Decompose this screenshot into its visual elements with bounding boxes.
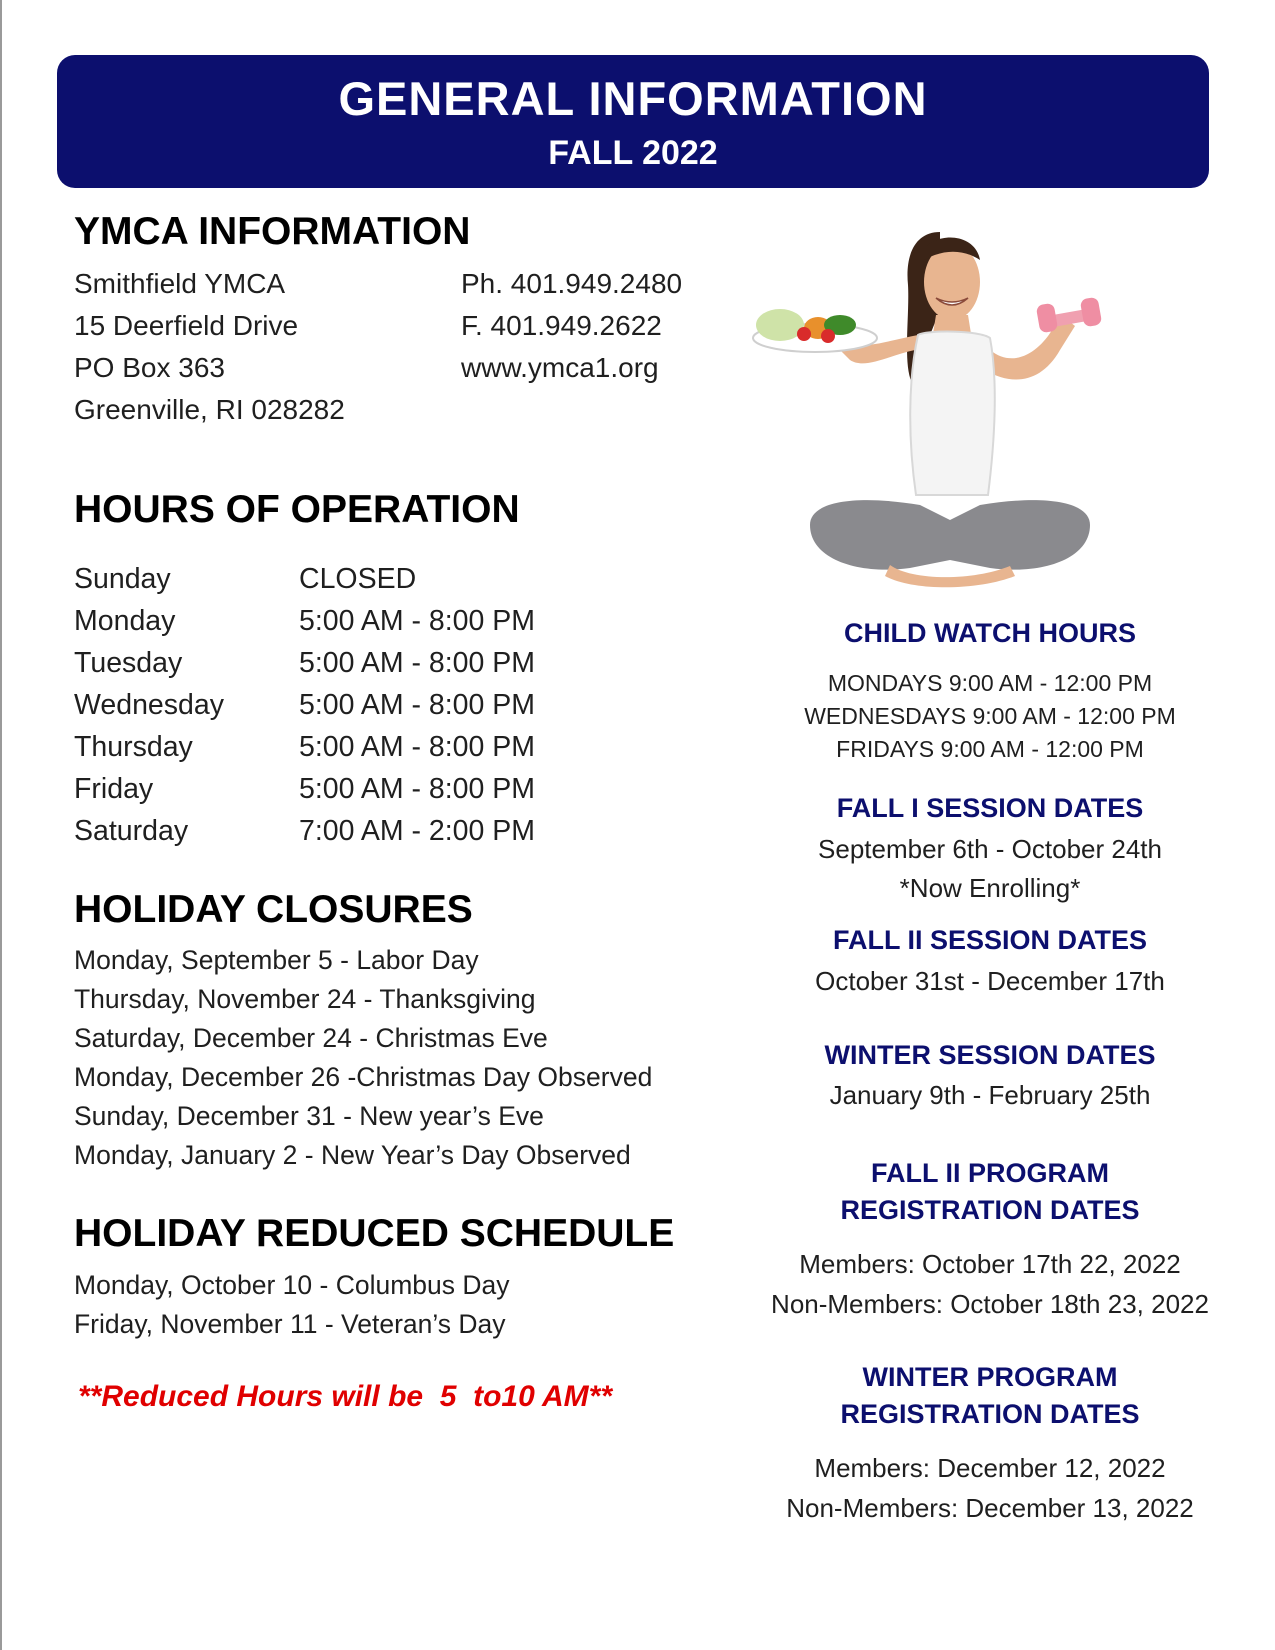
dumbbell-weight: [1036, 303, 1059, 334]
cabbage: [756, 309, 804, 341]
hours-time: 5:00 AM - 8:00 PM: [299, 731, 536, 763]
hours-day: Sunday: [74, 563, 171, 595]
address-line: Greenville, RI 028282: [74, 394, 345, 425]
reduced-item: Monday, October 10 - Columbus Day: [74, 1270, 510, 1300]
fall1-heading: FALL I SESSION DATES: [836, 793, 1144, 823]
child-watch-heading: CHILD WATCH HOURS: [844, 618, 1136, 648]
closure-item: Monday, December 26 -Christmas Day Observed: [74, 1062, 653, 1092]
leggings: [810, 500, 1090, 570]
closure-item: Monday, September 5 - Labor Day: [74, 945, 479, 975]
header-banner: [57, 55, 1209, 188]
child-watch-item: MONDAYS 9:00 AM - 12:00 PM: [827, 670, 1153, 696]
right-arm: [985, 318, 1075, 380]
winter-dates: January 9th - February 25th: [829, 1080, 1151, 1110]
hours-day: Friday: [74, 773, 154, 805]
closure-item: Thursday, November 24 - Thanksgiving: [74, 984, 536, 1014]
fall2-registration-heading: FALL II PROGRAM: [870, 1158, 1109, 1188]
fall2-dates: October 31st - December 17th: [815, 966, 1165, 996]
address-line: Smithfield YMCA: [74, 268, 286, 299]
hours-day: Tuesday: [74, 647, 183, 679]
hours-day: Monday: [74, 605, 176, 637]
fall1-enrolling-note: *Now Enrolling*: [899, 873, 1081, 903]
dumbbell-weight: [1080, 297, 1103, 328]
fax-number: F. 401.949.2622: [461, 310, 662, 341]
address-line: 15 Deerfield Drive: [74, 310, 299, 341]
address-line: PO Box 363: [74, 352, 225, 383]
child-watch-item: FRIDAYS 9:00 AM - 12:00 PM: [836, 736, 1144, 762]
hours-time: CLOSED: [299, 563, 417, 595]
fall2-members-date: Members: October 17th 22, 2022: [799, 1249, 1181, 1279]
hours-time: 7:00 AM - 2:00 PM: [299, 815, 536, 847]
fall2-heading: FALL II SESSION DATES: [832, 925, 1148, 955]
winter-members-date: Members: December 12, 2022: [814, 1453, 1166, 1483]
tank-top: [910, 332, 995, 495]
hours-day: Wednesday: [74, 689, 224, 721]
closure-item: Sunday, December 31 - New year’s Eve: [74, 1101, 544, 1131]
tomato: [821, 329, 835, 343]
tomato: [797, 327, 811, 341]
hours-day: Saturday: [74, 815, 189, 847]
page-title: GENERAL INFORMATION: [338, 72, 928, 125]
holiday-closures-heading: HOLIDAY CLOSURES: [74, 888, 473, 931]
hours-time: 5:00 AM - 8:00 PM: [299, 689, 536, 721]
page-subtitle: FALL 2022: [548, 134, 718, 172]
reduced-schedule-heading: HOLIDAY REDUCED SCHEDULE: [74, 1212, 675, 1255]
phone-number: Ph. 401.949.2480: [461, 268, 683, 299]
hours-day: Thursday: [74, 731, 193, 763]
hours-time: 5:00 AM - 8:00 PM: [299, 605, 536, 637]
reduced-hours-note: **Reduced Hours will be 5 to10 AM**: [78, 1380, 613, 1413]
fitness-woman-illustration: [740, 220, 1160, 630]
closure-item: Saturday, December 24 - Christmas Eve: [74, 1023, 548, 1053]
hours-time: 5:00 AM - 8:00 PM: [299, 647, 536, 679]
child-watch-section: [740, 618, 1240, 649]
fall2-registration-subheading: REGISTRATION DATES: [840, 1195, 1140, 1225]
winter-registration-heading: WINTER PROGRAM: [862, 1362, 1118, 1392]
winter-heading: WINTER SESSION DATES: [824, 1040, 1156, 1070]
winter-registration-subheading: REGISTRATION DATES: [840, 1399, 1140, 1429]
page-border: [0, 0, 2, 1650]
ymca-info-heading: YMCA INFORMATION: [74, 210, 471, 253]
hours-time: 5:00 AM - 8:00 PM: [299, 773, 536, 805]
child-watch-item: WEDNESDAYS 9:00 AM - 12:00 PM: [804, 703, 1176, 729]
fall1-dates: September 6th - October 24th: [818, 834, 1162, 864]
hours-heading: HOURS OF OPERATION: [74, 488, 520, 531]
fall2-non-members-date: Non-Members: October 18th 23, 2022: [771, 1289, 1209, 1319]
closure-item: Monday, January 2 - New Year’s Day Observed: [74, 1140, 631, 1170]
website-link[interactable]: www.ymca1.org: [461, 352, 659, 383]
winter-non-members-date: Non-Members: December 13, 2022: [786, 1493, 1194, 1523]
reduced-item: Friday, November 11 - Veteran’s Day: [74, 1309, 506, 1339]
